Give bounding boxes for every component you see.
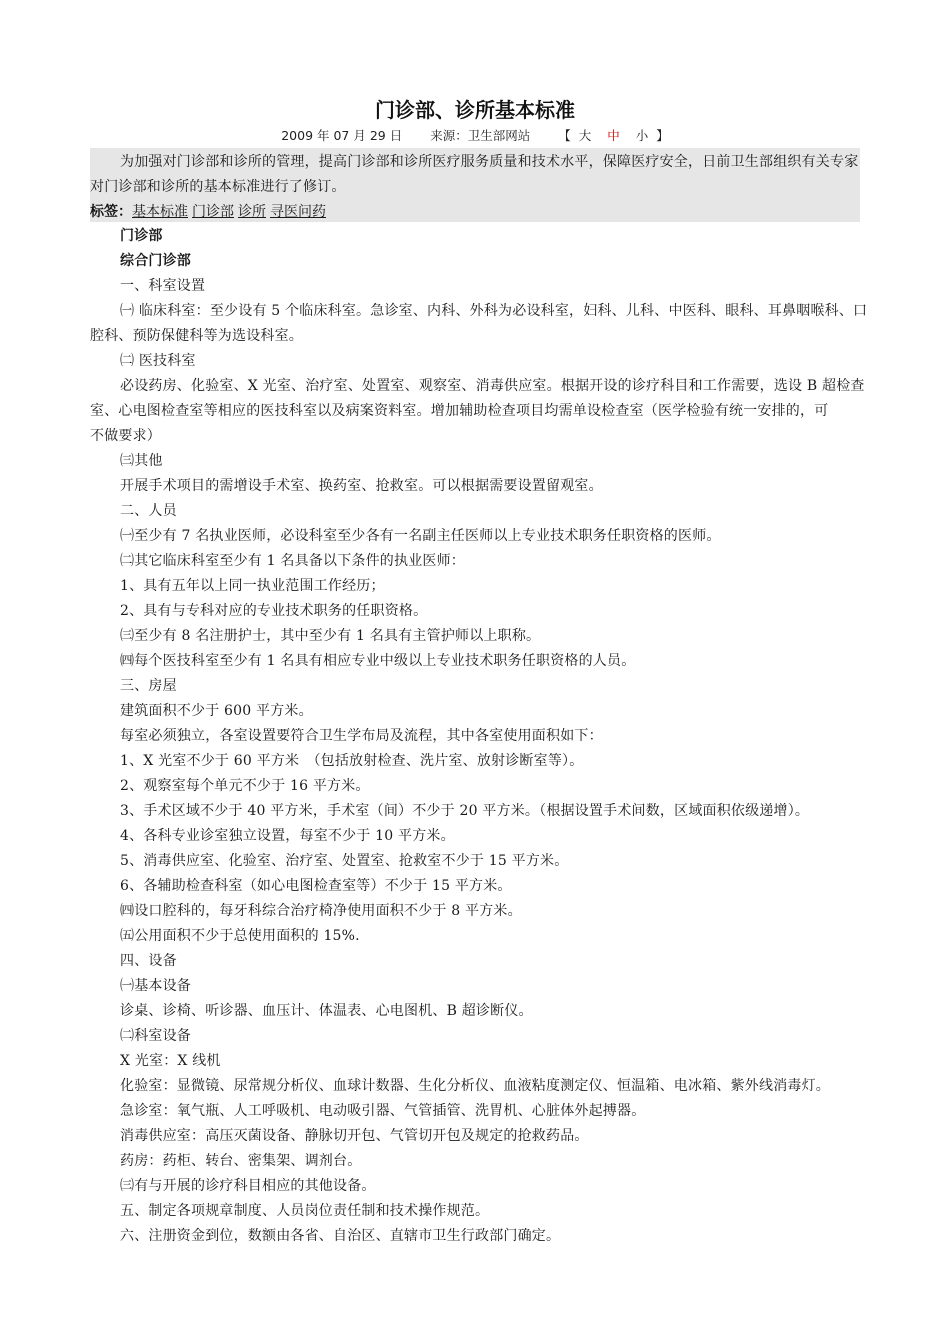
- body-line: 三、房屋: [120, 678, 177, 694]
- body-line: 2、观察室每个单元不少于 16 平方米。: [120, 778, 370, 794]
- body-line: 六、注册资金到位，数额由各省、自治区、直辖市卫生行政部门确定。: [120, 1228, 561, 1244]
- font-size-large-button[interactable]: 大: [578, 128, 592, 143]
- body-line: 3、手术区域不少于 40 平方米，手术室（间）不少于 20 平方米。（根据设置手术间数，区域面积依级递增）。: [120, 803, 810, 819]
- body-line: 2、具有与专科对应的专业技术职务的任职资格。: [120, 603, 428, 619]
- body-line: 诊桌、诊椅、听诊器、血压计、体温表、心电图机、B 超诊断仪。: [120, 1003, 533, 1019]
- section-heading: 综合门诊部: [120, 253, 191, 269]
- body-line: 1、X 光室不少于 60 平方米 （包括放射检查、洗片室、放射诊断室等）。: [120, 753, 584, 769]
- font-size-bracket-close: 】: [656, 128, 669, 143]
- font-size-bracket-open: 【: [558, 128, 571, 143]
- body-line: ㈠ 临床科室：至少设有 5 个临床科室。急诊室、内科、外科为必设科室，妇科、儿科、中医科、眼科、耳鼻咽喉科、口: [120, 303, 868, 319]
- body-line: 1、具有五年以上同一执业范围工作经历；: [120, 578, 385, 594]
- tag-link[interactable]: 基本标准: [132, 204, 188, 220]
- body-line: ㈠基本设备: [120, 978, 191, 994]
- font-size-small-button[interactable]: 小: [635, 128, 649, 143]
- body-line: 建筑面积不少于 600 平方米。: [120, 703, 313, 719]
- tag-link[interactable]: 门诊部: [192, 204, 234, 220]
- page-title: 门诊部、诊所基本标准: [375, 98, 575, 122]
- tags-label: 标签：: [90, 204, 132, 220]
- tag-link[interactable]: 诊所: [238, 204, 266, 220]
- body-line: ㈡ 医技科室: [120, 353, 196, 369]
- section-heading: 门诊部: [120, 228, 163, 244]
- tag-link[interactable]: 寻医问药: [270, 204, 326, 220]
- source-label: 来源：卫生部网站: [430, 128, 531, 143]
- summary-text: 为加强对门诊部和诊所的管理，提高门诊部和诊所医疗服务质量和技术水平，保障医疗安全，日前卫生部组织有关专家对门诊部和诊所的基本标准进行了修订。: [90, 154, 859, 195]
- body-line: 不做要求）: [90, 428, 161, 444]
- body-line: 每室必须独立，各室设置要符合卫生学布局及流程，其中各室使用面积如下：: [120, 728, 603, 744]
- body-line: 二、人员: [120, 503, 177, 519]
- font-size-medium-button[interactable]: 中: [607, 128, 620, 143]
- body-line: ㈢至少有 8 名注册护士，其中至少有 1 名具有主管护师以上职称。: [120, 628, 541, 644]
- body-line: ㈡其它临床科室至少有 1 名具备以下条件的执业医师：: [120, 553, 466, 569]
- body-line: 腔科、预防保健科等为选设科室。: [90, 328, 303, 344]
- body-line: 四、设备: [120, 953, 177, 969]
- body-line: 一、科室设置: [120, 278, 206, 294]
- body-line: 药房：药柜、转台、密集架、调剂台。: [120, 1153, 362, 1169]
- body-line: ㈠至少有 7 名执业医师，必设科室至少各有一名副主任医师以上专业技术职务任职资格的医师。: [120, 528, 721, 544]
- body-line: 开展手术项目的需增设手术室、换药室、抢救室。可以根据需要设置留观室。: [120, 478, 603, 494]
- body-line: ㈢有与开展的诊疗科目相应的其他设备。: [120, 1178, 376, 1194]
- body-line: ㈣设口腔科的，每牙科综合治疗椅净使用面积不少于 8 平方米。: [120, 903, 522, 919]
- body-line: 五、制定各项规章制度、人员岗位责任制和技术操作规范。: [120, 1203, 490, 1219]
- body-line: X 光室：X 线机: [120, 1053, 221, 1069]
- publish-date: 2009 年 07 月 29 日: [281, 128, 403, 143]
- body-line: 急诊室：氧气瓶、人工呼吸机、电动吸引器、气管插管、洗胃机、心脏体外起搏器。: [120, 1103, 646, 1119]
- body-line: ㈡科室设备: [120, 1028, 191, 1044]
- body-line: 6、各辅助检查科室（如心电图检查室等）不少于 15 平方米。: [120, 878, 512, 894]
- body-line: 必设药房、化验室、X 光室、治疗室、处置室、观察室、消毒供应室。根据开设的诊疗科目和工作需要，选设 B 超检查: [120, 378, 865, 394]
- body-line: ㈢其他: [120, 453, 163, 469]
- body-line: 室、心电图检查室等相应的医技科室以及病案资料室。增加辅助检查项目均需单设检查室（医学检验有统一安排的，可: [90, 403, 829, 419]
- tags-row: [90, 201, 330, 221]
- article-meta: [0, 126, 950, 144]
- body-line: ㈣每个医技科室至少有 1 名具有相应专业中级以上专业技术职务任职资格的人员。: [120, 653, 636, 669]
- body-line: 消毒供应室：高压灭菌设备、静脉切开包、气管切开包及规定的抢救药品。: [120, 1128, 589, 1144]
- body-line: 5、消毒供应室、化验室、治疗室、处置室、抢救室不少于 15 平方米。: [120, 853, 569, 869]
- body-line: 化验室：显微镜、尿常规分析仪、血球计数器、生化分析仪、血液粘度测定仪、恒温箱、电冰箱、紫外线消毒灯。: [120, 1078, 830, 1094]
- body-line: 4、各科专业诊室独立设置，每室不少于 10 平方米。: [120, 828, 455, 844]
- body-line: ㈤公用面积不少于总使用面积的 15%.: [120, 928, 360, 944]
